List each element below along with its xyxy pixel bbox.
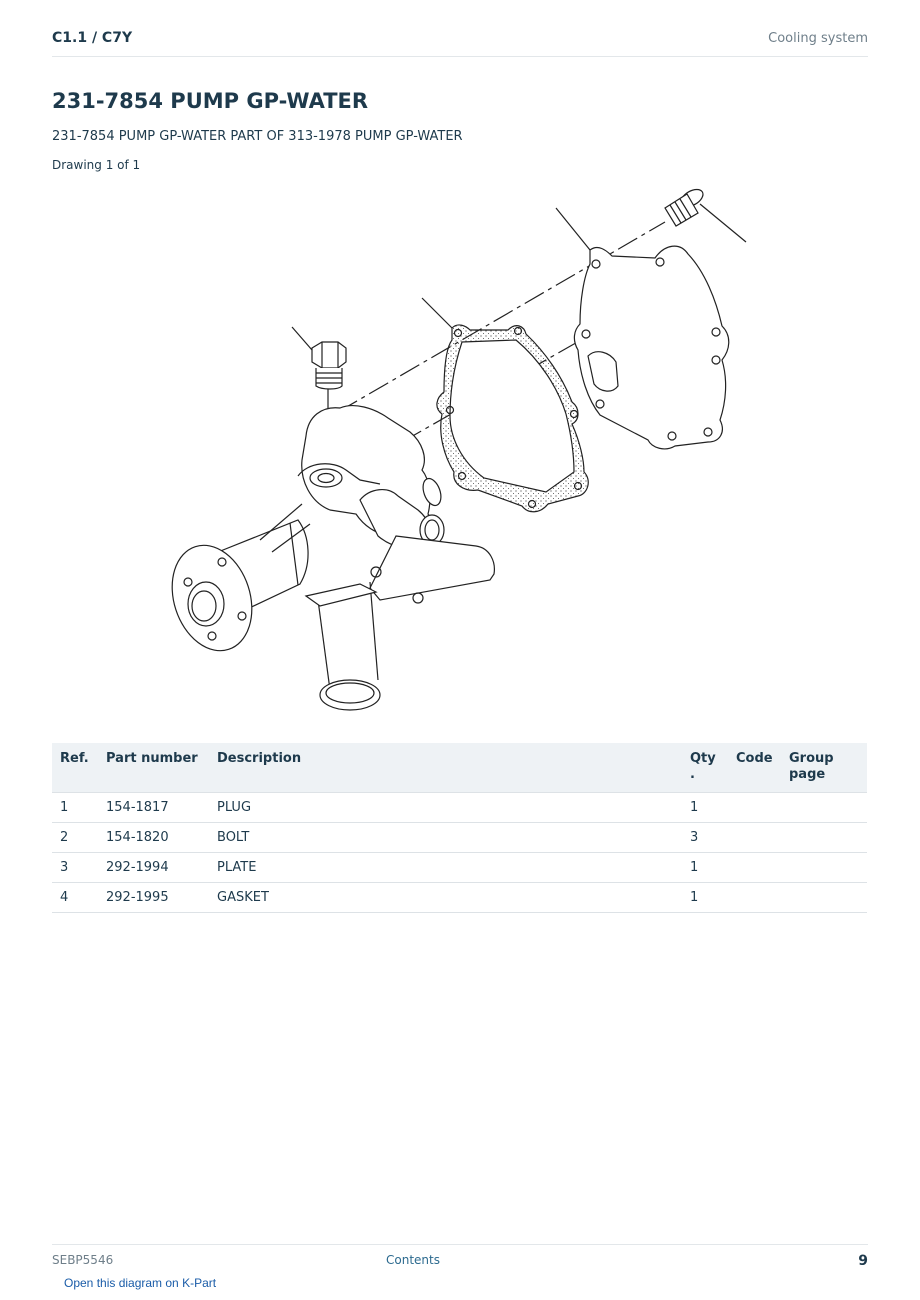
- drawing-count: Drawing 1 of 1: [52, 158, 141, 172]
- page-subtitle: 231-7854 PUMP GP-WATER PART OF 313-1978 PUMP GP-WATER: [52, 129, 463, 144]
- cell-description: BOLT: [209, 823, 682, 853]
- leader-line-plate: [556, 208, 590, 250]
- col-qty: Qty .: [682, 743, 728, 793]
- cell-qty: 1: [682, 793, 728, 823]
- col-description: Description: [209, 743, 682, 793]
- table-row: [52, 883, 867, 913]
- table-row: [52, 853, 867, 883]
- parts-table: [52, 743, 867, 913]
- page-number: 9: [858, 1253, 868, 1269]
- col-group-page: Group page: [781, 743, 867, 793]
- plug-part: [312, 342, 346, 389]
- cell-group-page: [781, 883, 867, 913]
- cell-group-page: [781, 823, 867, 853]
- bolt-part: [665, 186, 706, 226]
- col-part-number: Part number: [98, 743, 209, 793]
- col-ref: Ref.: [52, 743, 98, 793]
- plate-part: [574, 246, 728, 449]
- cell-code: [728, 823, 781, 853]
- cell-ref: 4: [52, 883, 98, 913]
- cell-description: GASKET: [209, 883, 682, 913]
- gasket-part: [437, 325, 588, 512]
- cell-qty: 3: [682, 823, 728, 853]
- cell-part-number: 154-1820: [98, 823, 209, 853]
- cell-group-page: [781, 793, 867, 823]
- table-row: [52, 793, 867, 823]
- document-id: SEBP5546: [52, 1253, 114, 1267]
- cell-ref: 3: [52, 853, 98, 883]
- cell-description: PLUG: [209, 793, 682, 823]
- leader-line-plug: [292, 327, 312, 350]
- leader-line-bolt: [700, 204, 746, 242]
- model-label: C1.1 / C7Y: [52, 30, 133, 46]
- cell-ref: 1: [52, 793, 98, 823]
- contents-link[interactable]: Contents: [386, 1253, 440, 1267]
- water-pump-exploded-drawing: [160, 180, 760, 720]
- cell-qty: 1: [682, 883, 728, 913]
- cell-description: PLATE: [209, 853, 682, 883]
- leader-line-gasket: [422, 298, 452, 328]
- page-title: 231-7854 PUMP GP-WATER: [52, 89, 369, 113]
- page-header: [52, 28, 868, 57]
- cell-part-number: 154-1817: [98, 793, 209, 823]
- kpart-link[interactable]: Open this diagram on K-Part: [64, 1276, 217, 1290]
- cell-code: [728, 853, 781, 883]
- cell-code: [728, 883, 781, 913]
- cell-part-number: 292-1994: [98, 853, 209, 883]
- cell-code: [728, 793, 781, 823]
- cell-part-number: 292-1995: [98, 883, 209, 913]
- cell-ref: 2: [52, 823, 98, 853]
- section-label: Cooling system: [768, 31, 868, 46]
- table-header-row: [52, 743, 867, 793]
- cell-group-page: [781, 853, 867, 883]
- cell-qty: 1: [682, 853, 728, 883]
- col-code: Code: [728, 743, 781, 793]
- table-row: [52, 823, 867, 853]
